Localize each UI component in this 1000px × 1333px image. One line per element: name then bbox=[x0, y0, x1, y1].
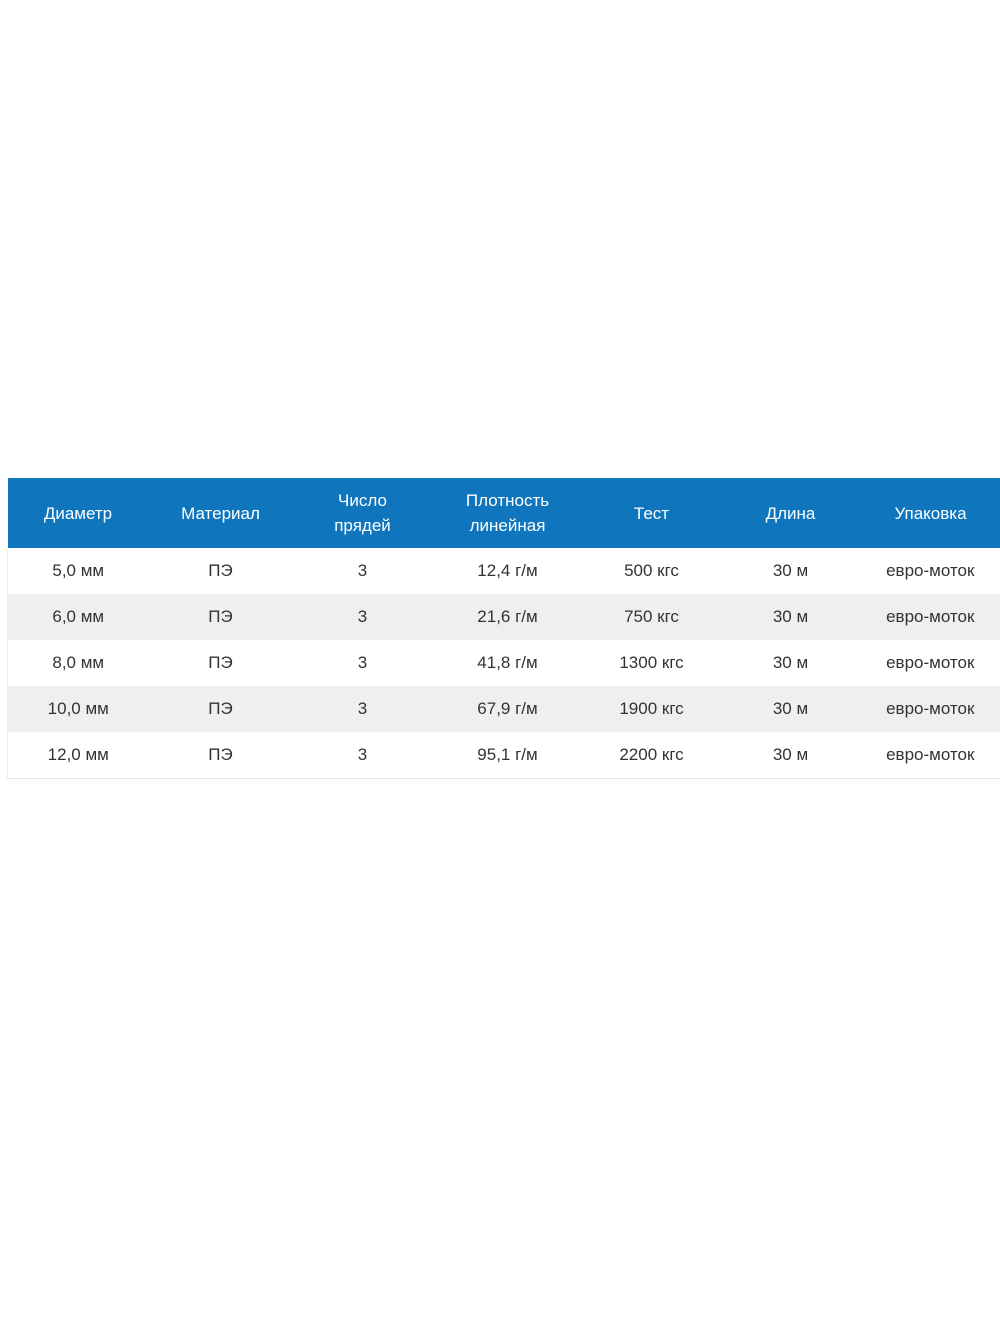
table-row bbox=[8, 732, 1000, 779]
cell-length: 30 м bbox=[721, 686, 861, 732]
cell-length: 30 м bbox=[721, 594, 861, 640]
table-row bbox=[8, 640, 1000, 686]
cell-packaging: евро-моток bbox=[861, 548, 1000, 594]
cell-test: 1900 кгс bbox=[583, 686, 721, 732]
table-row bbox=[8, 594, 1000, 640]
cell-test: 2200 кгс bbox=[583, 732, 721, 779]
cell-packaging: евро-моток bbox=[861, 732, 1000, 779]
header-test: Тест bbox=[583, 478, 721, 548]
cell-diameter: 10,0 мм bbox=[8, 686, 149, 732]
cell-packaging: евро-моток bbox=[861, 686, 1000, 732]
cell-diameter: 8,0 мм bbox=[8, 640, 149, 686]
cell-material: ПЭ bbox=[149, 640, 293, 686]
cell-linear-density: 21,6 г/м bbox=[433, 594, 583, 640]
cell-strands: 3 bbox=[293, 640, 433, 686]
cell-linear-density: 95,1 г/м bbox=[433, 732, 583, 779]
table-header-row bbox=[8, 478, 1000, 548]
cell-packaging: евро-моток bbox=[861, 594, 1000, 640]
header-length: Длина bbox=[721, 478, 861, 548]
cell-strands: 3 bbox=[293, 686, 433, 732]
cell-length: 30 м bbox=[721, 548, 861, 594]
header-packaging: Упаковка bbox=[861, 478, 1000, 548]
cell-length: 30 м bbox=[721, 640, 861, 686]
cell-test: 1300 кгс bbox=[583, 640, 721, 686]
cell-test: 750 кгс bbox=[583, 594, 721, 640]
spec-table bbox=[7, 478, 1000, 779]
cell-material: ПЭ bbox=[149, 548, 293, 594]
cell-diameter: 5,0 мм bbox=[8, 548, 149, 594]
cell-packaging: евро-моток bbox=[861, 640, 1000, 686]
header-material: Материал bbox=[149, 478, 293, 548]
cell-strands: 3 bbox=[293, 548, 433, 594]
cell-diameter: 6,0 мм bbox=[8, 594, 149, 640]
table-row bbox=[8, 686, 1000, 732]
cell-strands: 3 bbox=[293, 594, 433, 640]
table-row bbox=[8, 548, 1000, 594]
cell-strands: 3 bbox=[293, 732, 433, 779]
cell-test: 500 кгс bbox=[583, 548, 721, 594]
cell-diameter: 12,0 мм bbox=[8, 732, 149, 779]
cell-material: ПЭ bbox=[149, 686, 293, 732]
cell-material: ПЭ bbox=[149, 732, 293, 779]
cell-linear-density: 41,8 г/м bbox=[433, 640, 583, 686]
header-diameter: Диаметр bbox=[8, 478, 149, 548]
header-linear-density: Плотность линейная bbox=[433, 478, 583, 548]
cell-linear-density: 67,9 г/м bbox=[433, 686, 583, 732]
cell-material: ПЭ bbox=[149, 594, 293, 640]
cell-linear-density: 12,4 г/м bbox=[433, 548, 583, 594]
cell-length: 30 м bbox=[721, 732, 861, 779]
header-strands: Число прядей bbox=[293, 478, 433, 548]
